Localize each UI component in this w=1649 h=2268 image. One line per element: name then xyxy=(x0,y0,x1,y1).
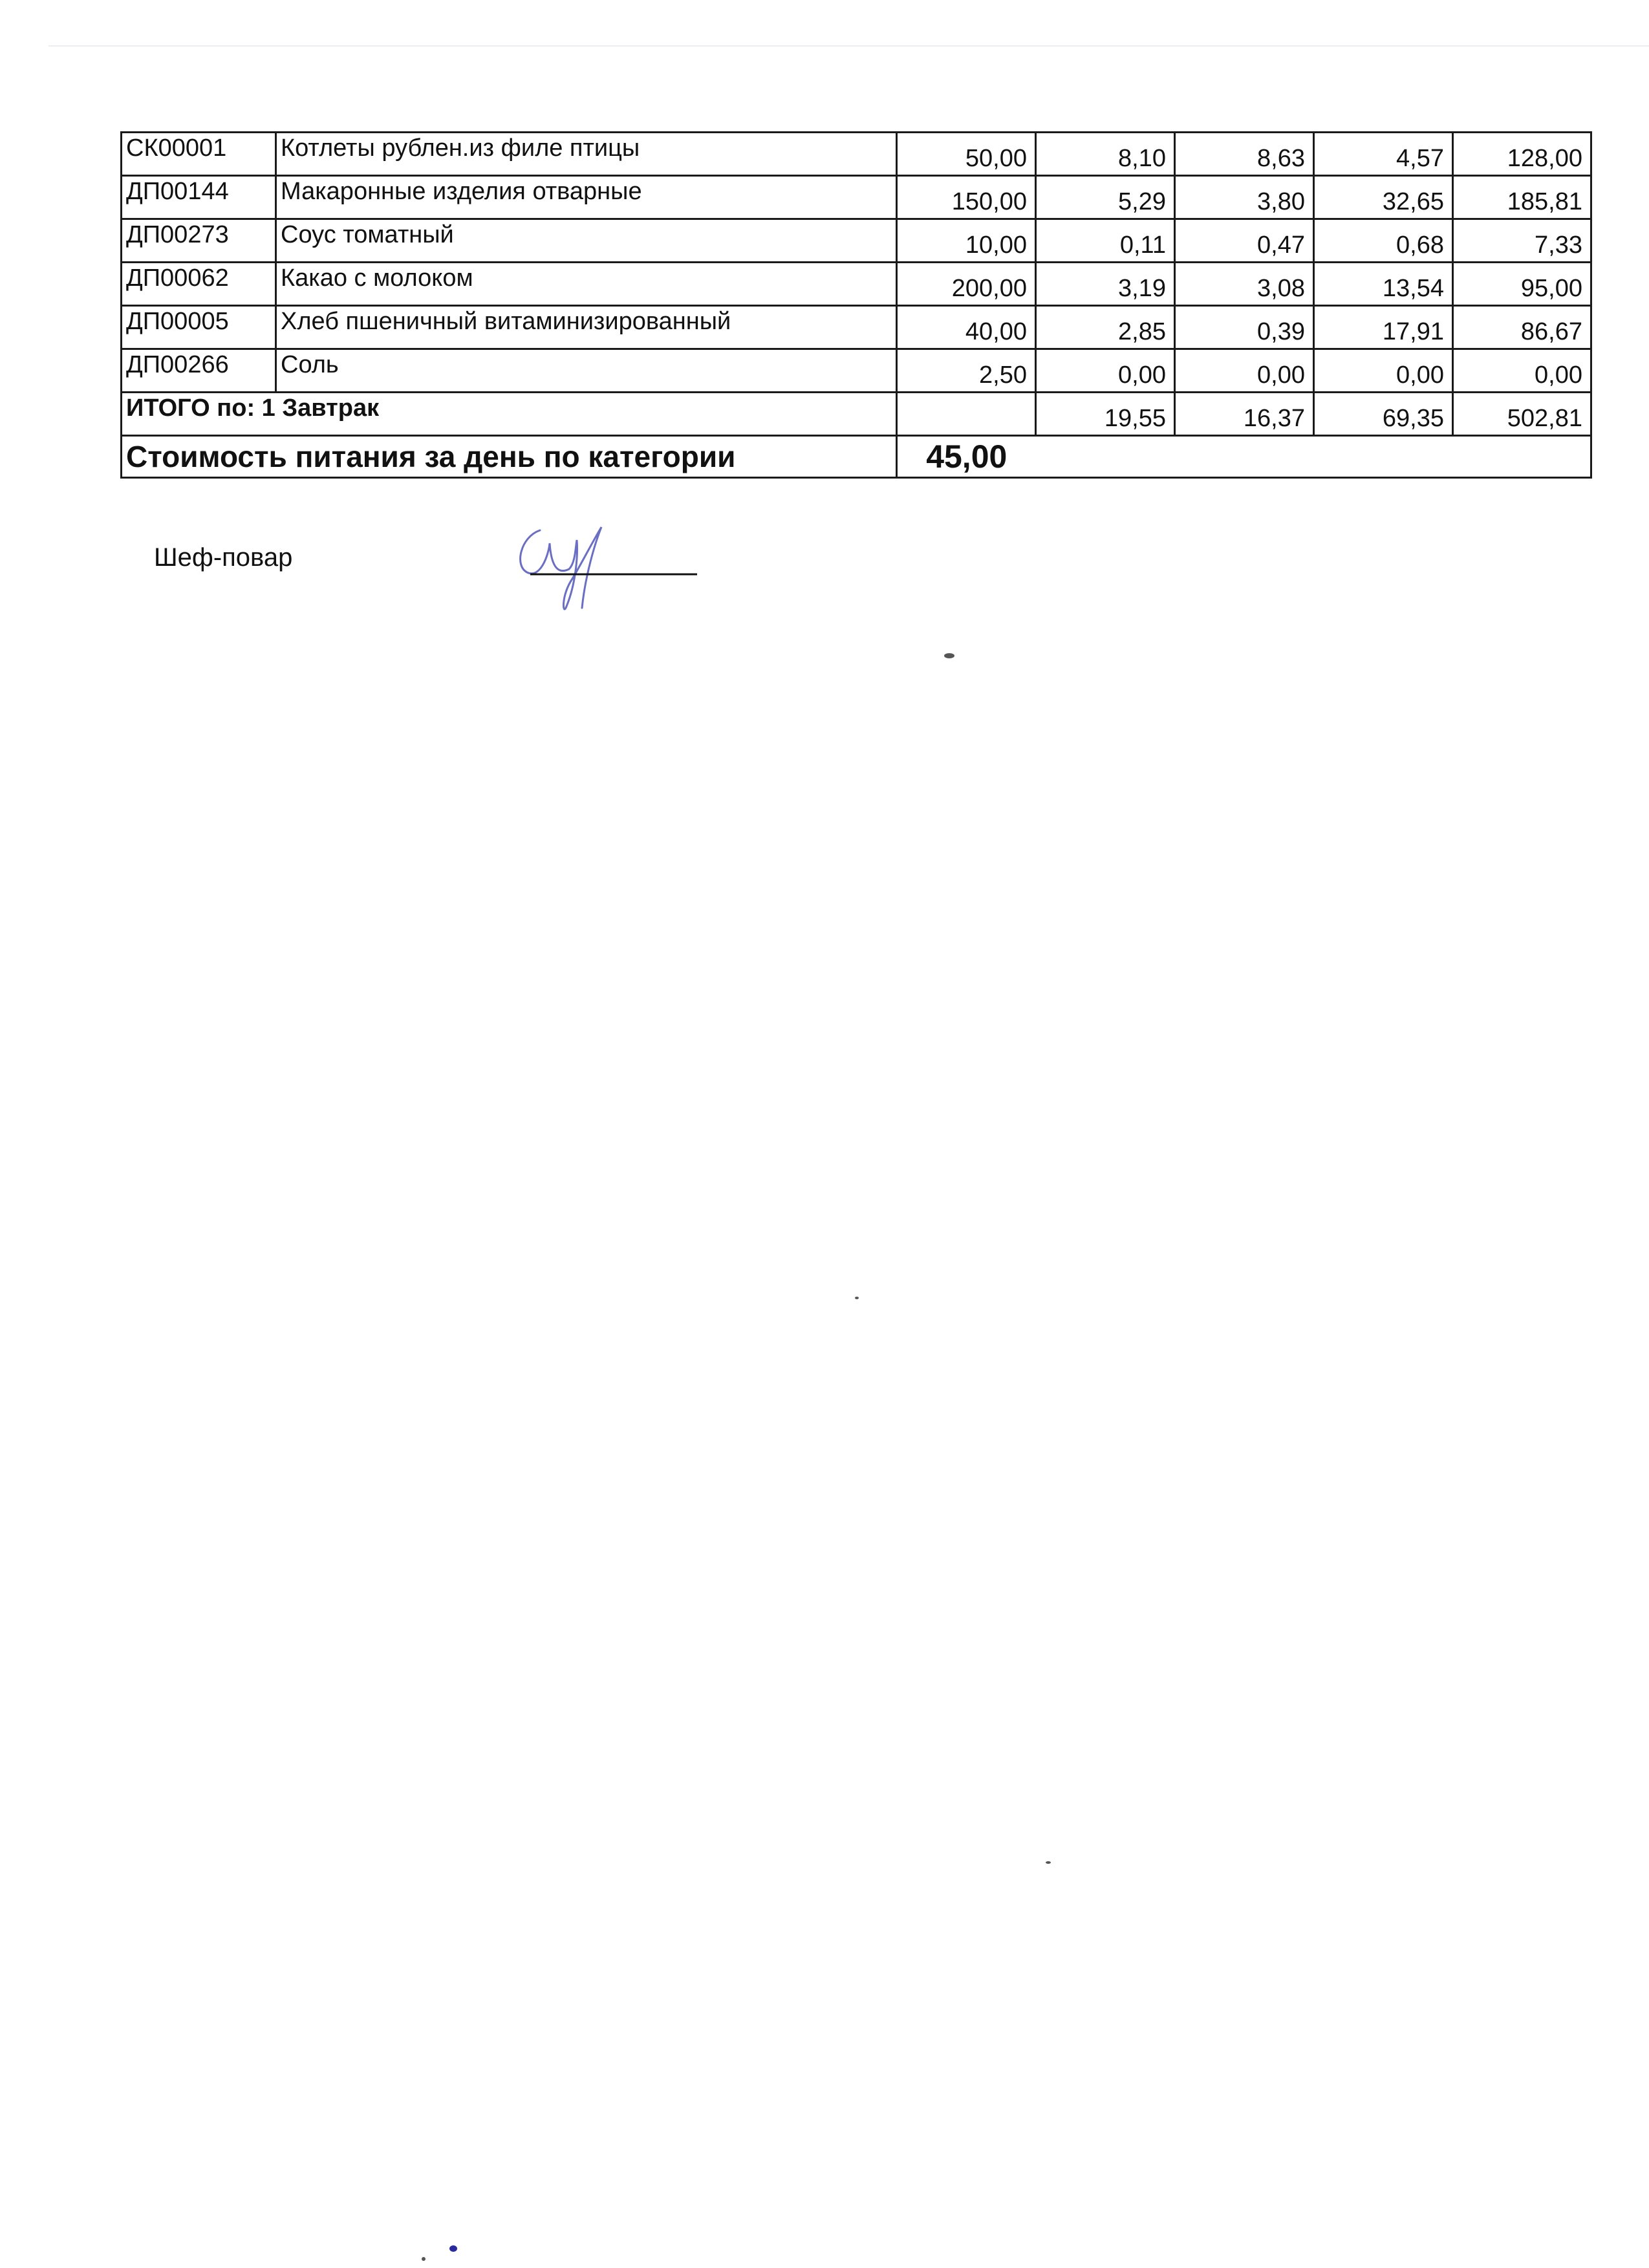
daily-cost-row xyxy=(122,436,1591,478)
item-code: ДП00273 xyxy=(122,219,276,263)
item-name: Макаронные изделия отварные xyxy=(276,176,897,219)
subtotal-value-4: 502,81 xyxy=(1453,393,1591,436)
table-row xyxy=(122,349,1591,393)
scan-speck xyxy=(449,2245,457,2252)
daily-cost-label: Стоимость питания за день по категории xyxy=(122,436,897,478)
subtotal-value-3: 69,35 xyxy=(1314,393,1453,436)
item-code: ДП00266 xyxy=(122,349,276,393)
item-value-1: 8,10 xyxy=(1036,133,1175,176)
subtotal-label: ИТОГО по: 1 Завтрак xyxy=(122,393,897,436)
item-code: СК00001 xyxy=(122,133,276,176)
item-value-3: 4,57 xyxy=(1314,133,1453,176)
chef-signature xyxy=(511,517,698,621)
item-name: Соль xyxy=(276,349,897,393)
item-value-1: 0,00 xyxy=(1036,349,1175,393)
menu-table xyxy=(120,131,1592,479)
item-weight: 200,00 xyxy=(897,263,1036,306)
item-name: Хлеб пшеничный витаминизированный xyxy=(276,306,897,349)
item-code: ДП00144 xyxy=(122,176,276,219)
subtotal-row xyxy=(122,393,1591,436)
item-value-2: 0,47 xyxy=(1175,219,1314,263)
item-name: Котлеты рублен.из филе птицы xyxy=(276,133,897,176)
item-weight: 2,50 xyxy=(897,349,1036,393)
item-name: Какао с молоком xyxy=(276,263,897,306)
scan-speck xyxy=(1046,1861,1051,1864)
item-value-3: 32,65 xyxy=(1314,176,1453,219)
signature-ink xyxy=(521,527,601,609)
item-value-2: 3,08 xyxy=(1175,263,1314,306)
item-value-3: 13,54 xyxy=(1314,263,1453,306)
scan-speck xyxy=(422,2257,426,2261)
item-value-2: 0,39 xyxy=(1175,306,1314,349)
item-value-3: 0,00 xyxy=(1314,349,1453,393)
item-name: Соус томатный xyxy=(276,219,897,263)
scan-speck xyxy=(944,653,954,658)
item-code: ДП00062 xyxy=(122,263,276,306)
item-weight: 50,00 xyxy=(897,133,1036,176)
item-weight: 40,00 xyxy=(897,306,1036,349)
item-value-1: 2,85 xyxy=(1036,306,1175,349)
table-row xyxy=(122,306,1591,349)
scan-edge-line xyxy=(48,45,1649,47)
item-value-4: 95,00 xyxy=(1453,263,1591,306)
item-weight: 150,00 xyxy=(897,176,1036,219)
table-row xyxy=(122,263,1591,306)
table-row xyxy=(122,219,1591,263)
table-row xyxy=(122,133,1591,176)
item-value-4: 86,67 xyxy=(1453,306,1591,349)
item-value-2: 8,63 xyxy=(1175,133,1314,176)
item-code: ДП00005 xyxy=(122,306,276,349)
daily-cost-blank xyxy=(1036,436,1591,478)
scan-speck xyxy=(855,1297,859,1299)
item-value-2: 0,00 xyxy=(1175,349,1314,393)
item-value-3: 17,91 xyxy=(1314,306,1453,349)
item-value-1: 0,11 xyxy=(1036,219,1175,263)
item-value-1: 5,29 xyxy=(1036,176,1175,219)
table-row xyxy=(122,176,1591,219)
subtotal-value-1: 19,55 xyxy=(1036,393,1175,436)
item-value-3: 0,68 xyxy=(1314,219,1453,263)
item-value-2: 3,80 xyxy=(1175,176,1314,219)
item-value-4: 185,81 xyxy=(1453,176,1591,219)
chef-title: Шеф-повар xyxy=(154,543,293,572)
item-value-4: 0,00 xyxy=(1453,349,1591,393)
subtotal-weight-empty xyxy=(897,393,1036,436)
item-value-4: 7,33 xyxy=(1453,219,1591,263)
daily-cost-value: 45,00 xyxy=(897,436,1036,478)
item-value-4: 128,00 xyxy=(1453,133,1591,176)
menu-rows xyxy=(122,133,1591,478)
item-value-1: 3,19 xyxy=(1036,263,1175,306)
item-weight: 10,00 xyxy=(897,219,1036,263)
subtotal-value-2: 16,37 xyxy=(1175,393,1314,436)
